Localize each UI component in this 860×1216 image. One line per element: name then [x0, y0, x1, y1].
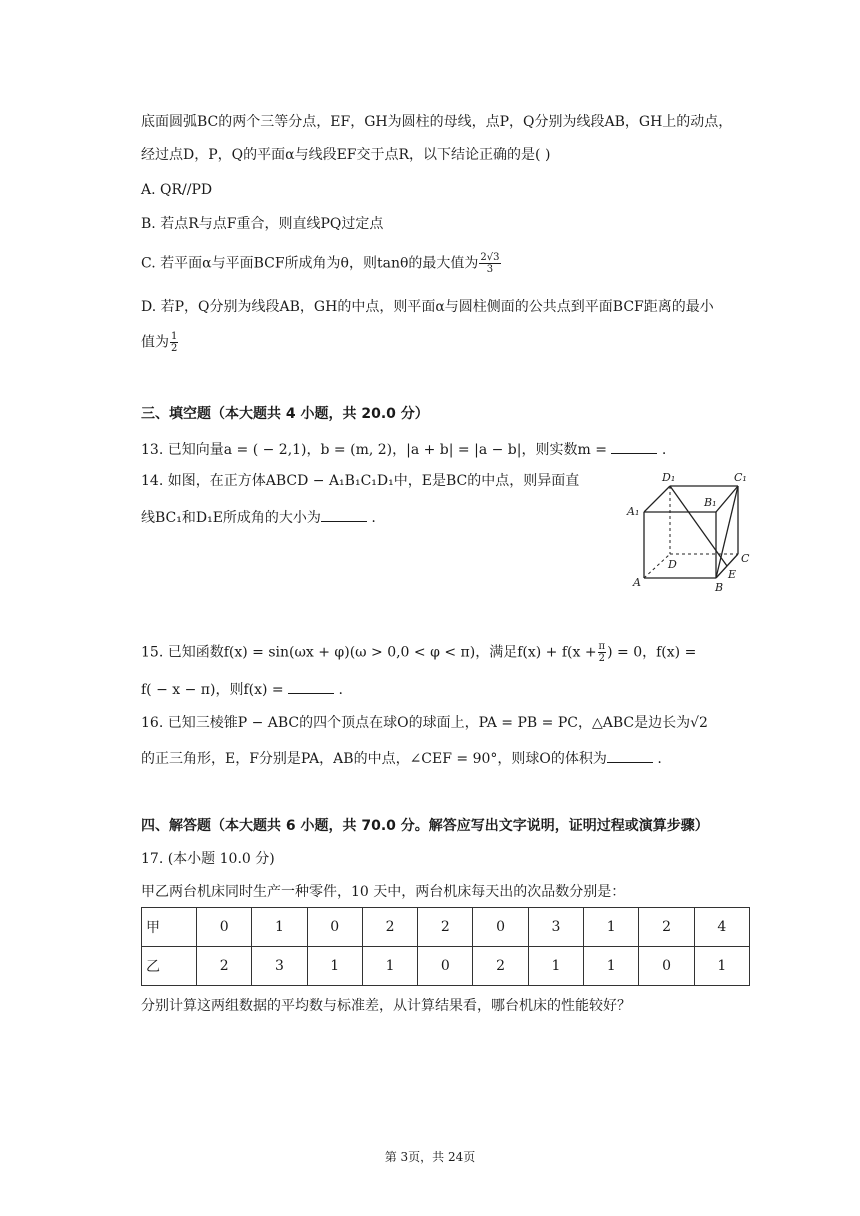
table-cell: 0	[473, 908, 528, 947]
fraction-numerator: 1	[171, 331, 178, 342]
table-cell: 3	[252, 947, 307, 986]
q12-option-c-fraction	[479, 252, 500, 275]
q16-tail: .	[652, 751, 662, 767]
q12-option-d-line2	[141, 331, 179, 354]
table-cell: 2	[197, 947, 252, 986]
label-B: B	[715, 581, 724, 594]
q17-question: 分别计算这两组数据的平均数与标准差，从计算结果看，哪台机床的性能较好？	[141, 998, 631, 1014]
q15-tail: .	[334, 682, 344, 698]
table-cell: 1	[528, 947, 583, 986]
q15-line1	[141, 641, 696, 664]
table-cell: 1	[694, 947, 749, 986]
q15-line1-text: 15. 已知函数f(x) = sin(ωx + φ)(ω > 0,0 < φ < π)，满足f(x) + f(x +	[141, 644, 597, 661]
q14-line1: 14. 如图，在正方体ABCD − A₁B₁C₁D₁中，E是BC的中点，则异面直	[141, 473, 580, 489]
answer-blank	[611, 439, 657, 454]
label-D: D	[668, 558, 677, 571]
q14-line2	[141, 507, 376, 528]
q17-intro: 甲乙两台机床同时生产一种零件，10 天中，两台机床每天出的次品数分别是：	[141, 884, 626, 900]
defects-table	[141, 907, 750, 986]
fraction-numerator: 2√3	[480, 252, 500, 263]
q15-fraction	[598, 641, 607, 664]
answer-blank	[321, 507, 367, 522]
table-cell: 1	[362, 947, 417, 986]
q12-option-d-fraction	[170, 331, 178, 354]
label-B1: B₁	[704, 496, 717, 509]
fraction-denominator: 2	[171, 343, 178, 354]
table-cell: 2	[418, 908, 473, 947]
q17-title: 17. (本小题 10.0 分)	[141, 851, 275, 867]
row-label: 乙	[142, 947, 197, 986]
label-E: E	[728, 568, 737, 581]
fraction-denominator: 2	[598, 653, 606, 664]
fraction-numerator: π	[598, 641, 606, 652]
q12-option-d-text: 值为	[141, 334, 169, 351]
cube-figure	[622, 470, 754, 596]
label-D1: D₁	[662, 471, 676, 484]
table-cell: 1	[252, 908, 307, 947]
q13-text: 13. 已知向量a = ( − 2,1)，b = (m, 2)，|a + b| = |a − b|，则实数m =	[141, 442, 612, 458]
q12-option-a: A. QR//PD	[141, 182, 213, 198]
q16-line2	[141, 748, 662, 769]
label-A: A	[633, 576, 641, 589]
fraction-denominator: 3	[486, 264, 494, 275]
label-A1: A₁	[627, 505, 640, 518]
table-cell: 2	[473, 947, 528, 986]
page-footer: 第 3页，共 24页	[384, 1150, 476, 1164]
q13-tail: .	[657, 442, 667, 458]
q14-tail: .	[366, 510, 376, 526]
table-cell: 3	[528, 908, 583, 947]
q12-line2: 经过点D，P，Q的平面α与线段EF交于点R，以下结论正确的是( )	[141, 147, 551, 163]
table-row	[142, 947, 750, 986]
table-cell: 1	[584, 947, 639, 986]
q15-line2-text: f( − x − π)，则f(x) =	[141, 682, 289, 698]
label-C1: C₁	[734, 471, 747, 484]
answer-blank	[288, 679, 334, 694]
q16-line2-text: 的正三角形，E，F分别是PA，AB的中点，∠CEF = 90°，则球O的体积为	[141, 751, 607, 767]
table-cell: 4	[694, 908, 749, 947]
answer-blank	[607, 748, 653, 763]
q12-option-d-line1: D. 若P，Q分别为线段AB，GH的中点，则平面α与圆柱侧面的公共点到平面BCF距离的最小	[141, 299, 714, 315]
table-cell: 1	[584, 908, 639, 947]
table-row	[142, 908, 750, 947]
table-cell: 0	[307, 908, 362, 947]
q13	[141, 439, 666, 460]
q12-option-b: B. 若点R与点F重合，则直线PQ过定点	[141, 216, 384, 232]
q12-option-c-text: C. 若平面α与平面BCF所成角为θ，则tanθ的最大值为	[141, 255, 479, 272]
table-cell: 2	[639, 908, 694, 947]
cube-diagram	[622, 470, 754, 596]
row-label: 甲	[142, 908, 197, 947]
q14-line2-text: 线BC₁和D₁E所成角的大小为	[141, 510, 321, 526]
q15-line1-tail: ) = 0，f(x) =	[607, 644, 697, 661]
q15-line2	[141, 679, 343, 700]
section4-heading: 四、解答题（本大题共 6 小题，共 70.0 分。解答应写出文字说明，证明过程或演算步骤）	[141, 818, 709, 834]
table-cell: 0	[639, 947, 694, 986]
q12-option-c	[141, 252, 502, 275]
label-C: C	[741, 552, 750, 565]
table-cell: 0	[418, 947, 473, 986]
q16-line1: 16. 已知三棱锥P − ABC的四个顶点在球O的球面上，PA = PB = PC，△ABC是边长为√2	[141, 715, 708, 731]
table-cell: 2	[362, 908, 417, 947]
section3-heading: 三、填空题（本大题共 4 小题，共 20.0 分）	[141, 406, 429, 422]
q12-line1: 底面圆弧BC的两个三等分点，EF，GH为圆柱的母线，点P，Q分别为线段AB，GH上的动点，	[141, 114, 733, 130]
table-cell: 1	[307, 947, 362, 986]
table-cell: 0	[197, 908, 252, 947]
